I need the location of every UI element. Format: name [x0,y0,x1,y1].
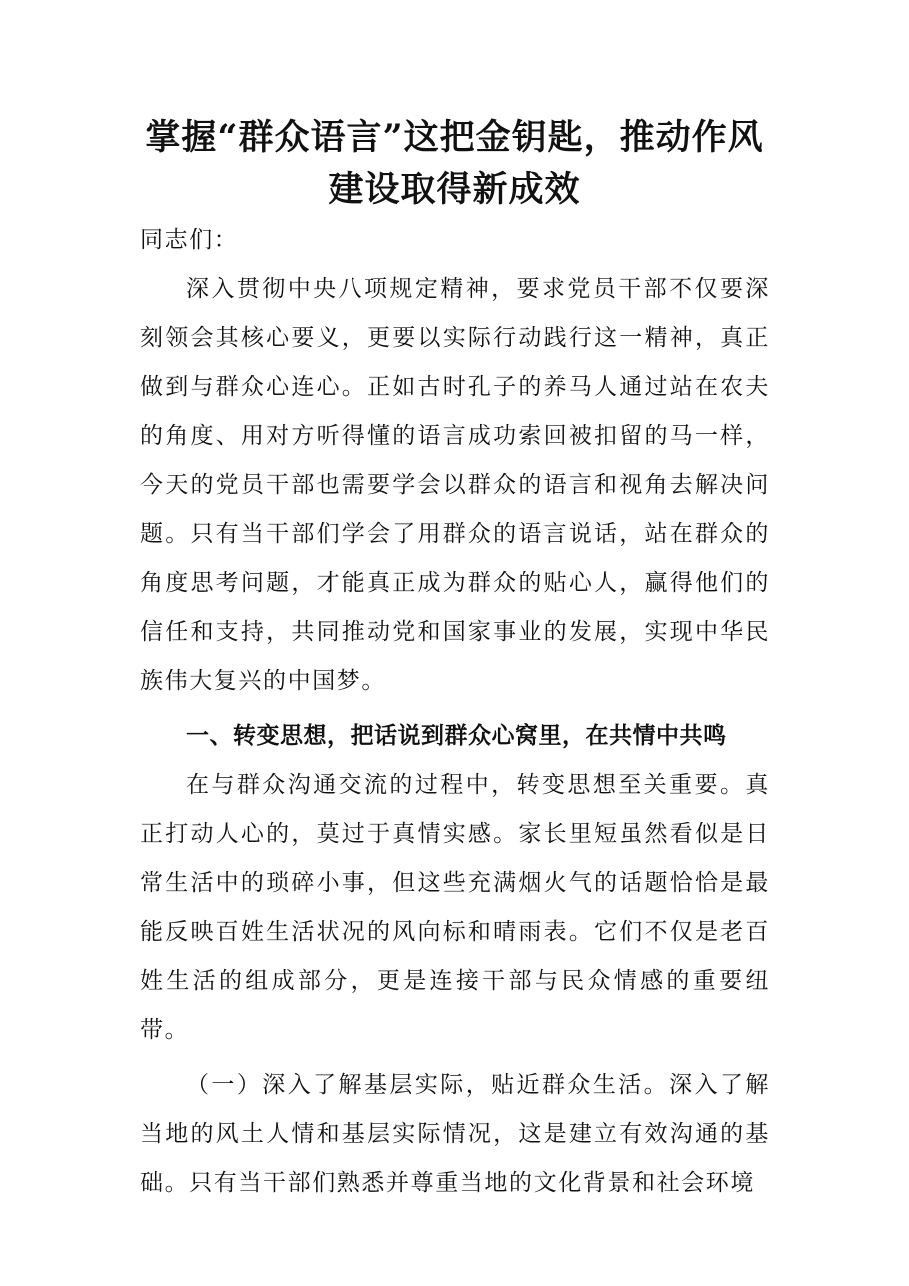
title-line-2: 建设取得新成效 [328,169,581,210]
section-heading-1: 一、转变思想，把话说到群众心窝里，在共情中共鸣 [186,723,727,749]
document-body [140,216,770,1208]
subsection-1-paragraph: （一）深入了解基层实际，贴近群众生活。深入了解当地的风土人情和基层实际情况，这是建立有效沟通的基础。只有当干部们熟悉并尊重当地的文化背景和社会环境 [140,1072,770,1196]
intro-paragraph: 深入贯彻中央八项规定精神，要求党员干部不仅要深刻领会其核心要义，更要以实际行动践行这一精神，真正做到与群众心连心。正如古时孔子的养马人通过站在农夫的角度、用对方听得懂的语言成功索回被扣留的马一样，今天的党员干部也需要学会以群众的语言和视角去解决问题。只有当干部们学会了用群众的语言说话，站在群众的角度思考问题，才能真正成为群众的贴心人，赢得他们的信任和支持，共同推动党和国家事业的发展，实现中华民族伟大复兴的中国梦。 [140,276,770,694]
salutation: 同志们： [140,227,239,253]
section-1-paragraph: 在与群众沟通交流的过程中，转变思想至关重要。真正打动人心的，莫过于真情实感。家长里短虽然看似是日常生活中的琐碎小事，但这些充满烟火气的话题恰恰是最能反映百姓生活状况的风向标和晴雨表。它们不仅是老百姓生活的组成部分，更是连接干部与民众情感的重要纽带。 [140,772,770,1043]
document-title [60,112,849,216]
title-line-1: 掌握“群众语言”这把金钥匙，推动作风 [145,117,764,158]
